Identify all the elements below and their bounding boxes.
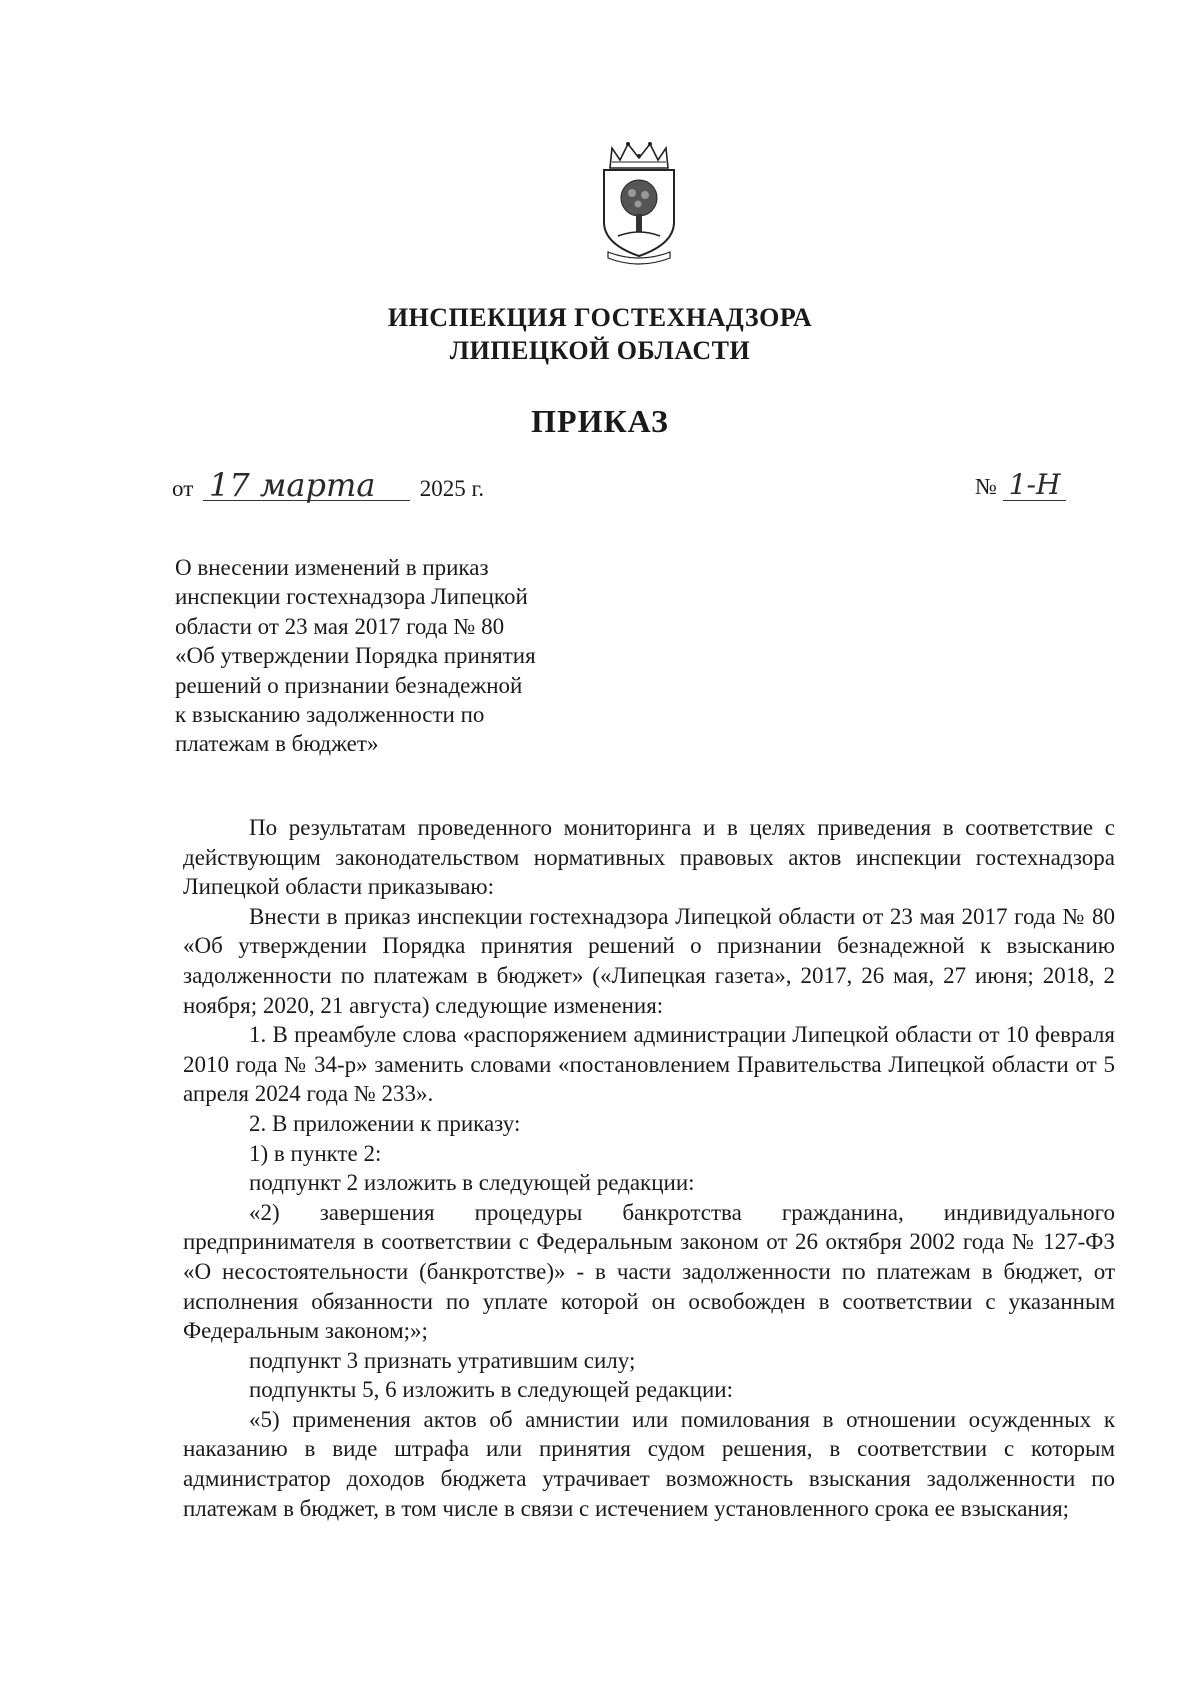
coat-of-arms-emblem xyxy=(598,140,680,270)
subject-line: к взысканию задолженности по xyxy=(175,702,485,728)
subject-block xyxy=(175,553,615,759)
subject-line: инспекции гостехнадзора Липецкой xyxy=(175,584,528,610)
document-title: ПРИКАЗ xyxy=(531,403,669,439)
handwritten-date: 17 марта xyxy=(203,470,410,501)
date-year: 2025 г. xyxy=(419,476,485,501)
body-paragraph: подпункт 3 признать утратившим силу; xyxy=(249,1347,636,1373)
body-paragraph: «2) завершения процедуры банкротства гражданина, индивидуального предпринимателя в соответствии с Федеральным законом от 26 октября 2002 года № 127-ФЗ «О несостоятельности (банкротстве)» - в части задолженности по платежам в бюджет, от исполнения обязанности по уплате которой он освобожден в соответствии с указанным Федеральным законом;»; xyxy=(183,1199,1115,1344)
subject-line: решений о признании безнадежной xyxy=(175,672,523,698)
handwritten-number: 1-Н xyxy=(1003,470,1067,501)
body-paragraph: Внести в приказ инспекции гостехнадзора Липецкой области от 23 мая 2017 года № 80 «Об утверждении Порядка принятия решений о признании безнадежной к взысканию задолженности по платежам в бюджет» («Липецкая газета», 2017, 26 мая, 27 июня; 2018, 2 ноября; 2020, 21 августа) следующие изменения: xyxy=(183,903,1115,1018)
date-line xyxy=(172,466,485,504)
body-paragraph: По результатам проведенного мониторинга и в целях приведения в соответствие с действующим законодательством нормативных правовых актов инспекции гостехнадзора Липецкой области приказываю: xyxy=(183,815,1115,900)
body-paragraph: 1) в пункте 2: xyxy=(249,1140,382,1166)
body-paragraph: «5) применения актов об амнистии или помилования в отношении осужденных к наказанию в виде штрафа или принятия судом решения, в соответствии с которым администратор доходов бюджета утрачивает возможность взыскания задолженности по платежам в бюджет, в том числе в связи с истечением установленного срока ее взыскания; xyxy=(183,1406,1115,1521)
organization-name-line1: ИНСПЕКЦИЯ ГОСТЕХНАДЗОРА xyxy=(387,303,813,332)
date-prefix: от xyxy=(172,476,194,501)
subject-line: платежам в бюджет» xyxy=(175,731,379,757)
body-paragraph: 1. В преамбуле слова «распоряжением администрации Липецкой области от 10 февраля 2010 года № 34-р» заменить словами «постановлением Правительства Липецкой области от 5 апреля 2024 года № 233». xyxy=(183,1022,1115,1107)
body-paragraph: 2. В приложении к приказу: xyxy=(249,1110,521,1136)
body-paragraph: подпункт 2 изложить в следующей редакции: xyxy=(249,1170,695,1196)
organization-name-line2: ЛИПЕЦКОЙ ОБЛАСТИ xyxy=(449,336,751,365)
subject-line: «Об утверждении Порядка принятия xyxy=(175,643,536,669)
subject-line: области от 23 мая 2017 года № 80 xyxy=(175,613,505,639)
body-paragraph: подпункты 5, 6 изложить в следующей редакции: xyxy=(249,1377,733,1403)
subject-line: О внесении изменений в приказ xyxy=(175,555,489,580)
number-prefix: № xyxy=(975,474,997,499)
document-number xyxy=(975,470,1066,501)
document-body xyxy=(183,813,1115,1523)
